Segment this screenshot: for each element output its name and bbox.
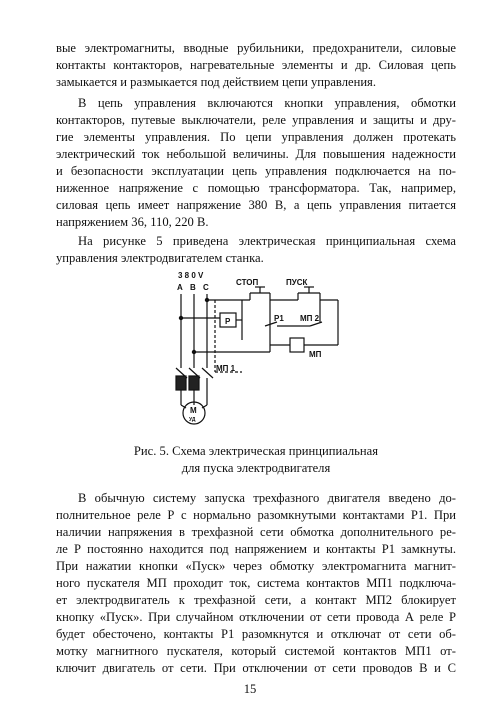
text-line: полнительное реле Р с нормально разомкнутыми контактами Р1. При xyxy=(56,508,456,522)
text-line: электрический ток небольшой величины. Для повышения надежности xyxy=(56,147,456,161)
mp2-label: МП 2 xyxy=(300,314,320,323)
mp1-label: МП 1 xyxy=(216,364,236,373)
text-line: При нажатии кнопки «Пуск» через обмотку электромагнита магнит- xyxy=(56,559,456,573)
text-line: ниженное напряжение с помощью трансформатора. Так, например, xyxy=(56,181,456,195)
text-line: ключит двигатель от сети. При отключении от сети проводов В и С xyxy=(56,661,456,675)
relay-contact-label: Р1 xyxy=(274,314,284,323)
text-line: ного пускателя МП проходит ток, система контактов МП1 подключа- xyxy=(56,576,456,590)
starter-coil xyxy=(290,338,304,352)
text-line: контакты контакторов, нагревательные элементы и др. Силовая цепь xyxy=(56,58,456,72)
text-line: гие элементы управления. По цепи управления должен протекать xyxy=(56,130,456,144)
text-line: напряжением 36, 110, 220 В. xyxy=(56,215,209,229)
phase-c-label: C xyxy=(203,283,209,292)
text-line: ле Р постоянно находится под напряжением и контакты Р1 замкнуты. xyxy=(56,542,456,556)
text-line: и безопасности эксплуатации цепь управления подключается на по- xyxy=(56,164,456,178)
text-line: мотку магнитного пускателя, который системой контактов МП1 от- xyxy=(56,644,456,658)
text-line: замыкается и размыкается под действием цепи управления. xyxy=(56,75,376,89)
text-line: кнопку «Пуск». При случайном отключении от сети провода А реле Р xyxy=(56,610,456,624)
stop-label: СТОП xyxy=(236,278,259,287)
page-number: 15 xyxy=(243,682,257,696)
motor-label: М xyxy=(190,406,197,415)
text-line: наличии напряжения в трехфазной сети обмотка дополнительного ре- xyxy=(56,525,456,539)
text-line: управления электродвигателем станка. xyxy=(56,251,264,265)
phase-a-label: A xyxy=(177,283,183,292)
text-line: контакторов, путевые выключатели, реле управления и защиты и дру- xyxy=(56,113,456,127)
mp-coil-label: МП xyxy=(309,350,322,359)
text-line: В цепь управления включаются кнопки управления, обмотки xyxy=(78,96,456,110)
voltage-label: 3 8 0 V xyxy=(178,271,204,280)
text-line: В обычную систему запуска трехфазного двигателя введено до- xyxy=(78,491,456,505)
phase-b-label: B xyxy=(190,283,196,292)
motor-sub-label: УД xyxy=(189,417,196,423)
text-line: ет электродвигатель к трехфазной сети, а контакт МП2 блокирует xyxy=(56,593,456,607)
mp1-contact-c xyxy=(202,368,213,378)
text-line: силовая цепь имеет напряжение 380 В, а цепь управления питается xyxy=(56,198,456,212)
relay-label: Р xyxy=(225,317,231,326)
figure-caption-line-2: для пуска электродвигателя xyxy=(181,461,331,475)
start-label: ПУСК xyxy=(286,278,308,287)
text-line: На рисунке 5 приведена электрическая принципиальная схема xyxy=(78,234,456,248)
figure-caption-line-1: Рис. 5. Схема электрическая принципиальная xyxy=(133,444,379,458)
text-line: будет обесточено, контакты Р1 разомкнутся и отключат от сети об- xyxy=(56,627,456,641)
text-line: вые электромагниты, вводные рубильники, предохранители, силовые xyxy=(56,41,456,55)
